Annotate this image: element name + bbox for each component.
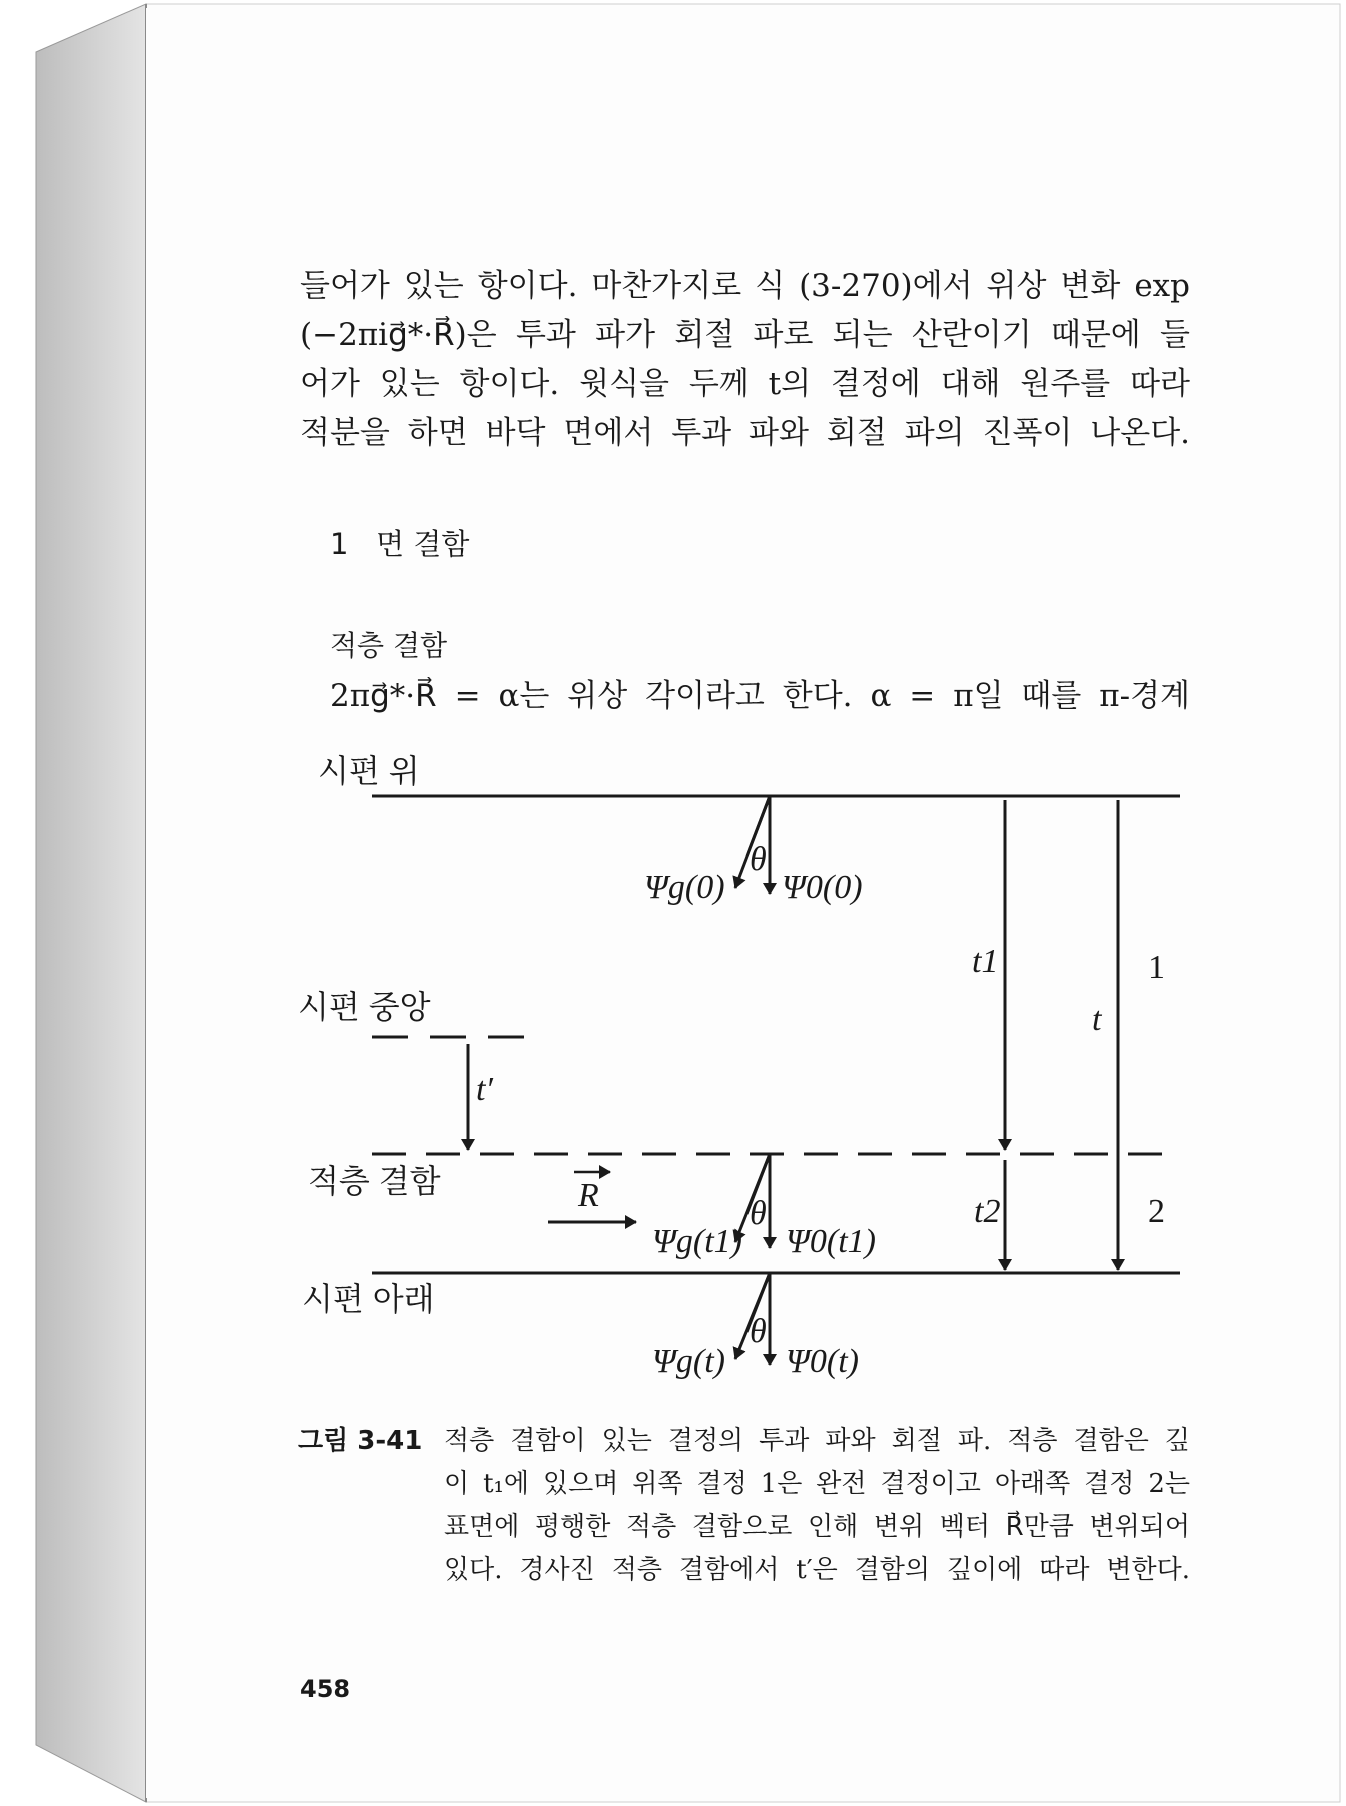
psi-00: Ψ0(0) [782,869,863,906]
label-bottom-surface: 시편 아래 [302,1281,435,1317]
vector-r: R [578,1177,599,1214]
psi-0t: Ψ0(t) [786,1343,859,1380]
crystal-1-label: 1 [1148,949,1165,986]
theta-top: θ [750,841,767,878]
body-line-2: (−2πig⃗*·R⃗)은 투과 파가 회절 파로 되는 산란이기 때문에 들 [300,317,1190,353]
theta-bottom: θ [750,1313,767,1350]
label-middle: 시편 중앙 [298,989,431,1025]
label-stacking-fault: 적층 결함 [308,1163,441,1199]
psi-gt1: Ψg(t1) [652,1223,742,1260]
caption-label: 그림 3-41 [298,1426,423,1456]
section-heading [330,522,469,563]
psi-g0: Ψg(0) [644,869,725,906]
section-title: 면 결함 [376,527,470,561]
t-prime-label: t′ [476,1071,493,1108]
theta-fault: θ [750,1195,767,1232]
caption-line-4: 있다. 경사진 적층 결함에서 t′은 결함의 깊이에 따라 변한다. [444,1555,1190,1585]
stacking-fault-diagram [280,740,1200,1400]
body-line-1: 들어가 있는 항이다. 마찬가지로 식 (3-270)에서 위상 변화 exp [300,268,1190,304]
caption-text [444,1420,1190,1592]
page-number: 458 [300,1675,351,1703]
body-line-3: 어가 있는 항이다. 윗식을 두께 t의 결정에 대해 원주를 따라 [300,366,1190,402]
subsection-heading: 적층 결함 [330,629,448,662]
t2-label: t2 [974,1193,1001,1230]
caption-line-1: 적층 결함이 있는 결정의 투과 파와 회절 파. 적층 결함은 깊 [444,1426,1190,1456]
label-top-surface: 시편 위 [318,753,420,789]
body-line-4: 적분을 하면 바닥 면에서 투과 파와 회절 파의 진폭이 나온다. [300,415,1190,451]
psi-0t1: Ψ0(t1) [786,1223,876,1260]
body-paragraph [300,262,1190,458]
psi-gt: Ψg(t) [652,1343,725,1380]
t-label: t [1092,1001,1102,1038]
t1-label: t1 [972,943,999,980]
crystal-2-label: 2 [1148,1193,1165,1230]
caption-line-3: 표면에 평행한 적층 결함으로 인해 변위 벡터 R⃗만큼 변위되어 [444,1512,1190,1542]
section-number: 1 [330,527,349,561]
caption-line-2: 이 t₁에 있으며 위쪽 결정 1은 완전 결정이고 아래쪽 결정 2는 [444,1469,1190,1499]
equation-line: 2πg⃗*·R⃗ = α는 위상 각이라고 한다. α = π일 때를 π-경계 [330,678,1190,714]
